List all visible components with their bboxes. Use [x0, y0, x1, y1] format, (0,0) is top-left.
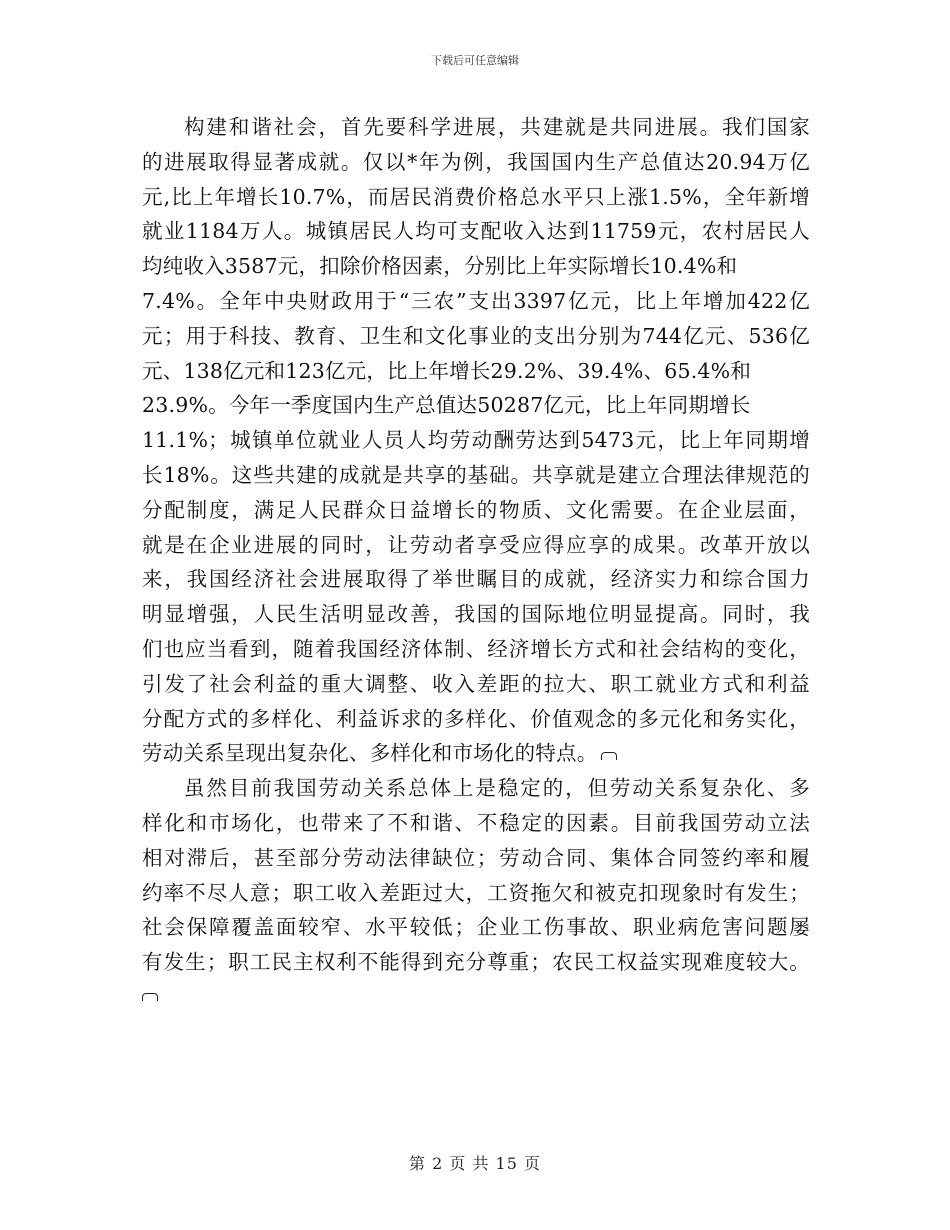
document-body [142, 110, 810, 1015]
empty-line-with-mark [142, 980, 810, 1015]
text-line: 就业1184万人。城镇居民人均可支配收入达到11759元，农村居民人 [142, 219, 810, 244]
text-line: 就是在企业进展的同时，让劳动者享受应得应享的成果。改革开放以 [142, 532, 810, 557]
text-line: 分配制度，满足人民群众日益增长的物质、文化需要。在企业层面， [142, 497, 810, 522]
text-line: 相对滞后，甚至部分劳动法律缺位；劳动合同、集体合同签约率和履 [142, 845, 810, 870]
page-footer: 第 2 页 共 15 页 [409, 1154, 541, 1173]
text-line: 7.4%。全年中央财政用于“三农”支出3397亿元，比上年增加422亿 [142, 288, 810, 313]
text-line: 们也应当看到，随着我国经济体制、经济增长方式和社会结构的变化， [142, 636, 810, 661]
paragraph-1 [142, 110, 810, 771]
text-line: 构建和谐社会，首先要科学进展，共建就是共同进展。我们国家 [184, 115, 810, 139]
text-line: 社会保障覆盖面较窄、水平较低；企业工伤事故、职业病危害问题屡 [142, 915, 810, 940]
text-line: 有发生；职工民主权利不能得到充分尊重；农民工权益实现难度较大。 [142, 950, 810, 975]
paragraph-mark-icon [601, 752, 617, 762]
text-line: 均纯收入3587元，扣除价格因素，分别比上年实际增长10.4%和 [142, 254, 738, 279]
text-line: 样化和市场化，也带来了不和谐、不稳定的因素。目前我国劳动立法 [142, 810, 810, 835]
paragraph-2 [142, 771, 810, 1015]
text-line: 的进展取得显著成就。仅以*年为例，我国国内生产总值达20.94万亿 [142, 149, 810, 174]
text-line: 虽然目前我国劳动关系总体上是稳定的，但劳动关系复杂化、多 [184, 776, 810, 801]
text-line: 分配方式的多样化、利益诉求的多样化、价值观念的多元化和务实化， [142, 706, 810, 731]
text-line: 明显增强，人民生活明显改善，我国的国际地位明显提高。同时，我 [142, 602, 810, 627]
page-header: 下载后可任意编辑 [431, 54, 519, 67]
text-line: 约率不尽人意；职工收入差距过大，工资拖欠和被克扣现象时有发生； [142, 880, 810, 905]
text-line: 元；用于科技、教育、卫生和文化事业的支出分别为744亿元、536亿 [142, 323, 810, 348]
text-line: 来，我国经济社会进展取得了举世瞩目的成就，经济实力和综合国力 [142, 567, 810, 592]
text-line: 11.1%；城镇单位就业人员人均劳动酬劳达到5473元，比上年同期增 [142, 428, 810, 453]
text-line: 劳动关系呈现出复杂化、多样化和市场化的特点。 [142, 741, 598, 766]
text-line: 元、138亿元和123亿元，比上年增长29.2%、39.4%、65.4%和 [142, 358, 752, 383]
text-line: 元,比上年增长10.7%，而居民消费价格总水平只上涨1.5%，全年新增 [142, 184, 810, 209]
text-line: 引发了社会利益的重大调整、收入差距的拉大、职工就业方式和利益 [142, 671, 810, 696]
text-line: 长18%。这些共建的成就是共享的基础。共享就是建立合理法律规范的 [142, 462, 810, 487]
text-line: 23.9%。今年一季度国内生产总值达50287亿元，比上年同期增长 [142, 393, 751, 418]
paragraph-mark-icon [142, 993, 158, 1003]
text-line-with-mark [142, 736, 810, 771]
